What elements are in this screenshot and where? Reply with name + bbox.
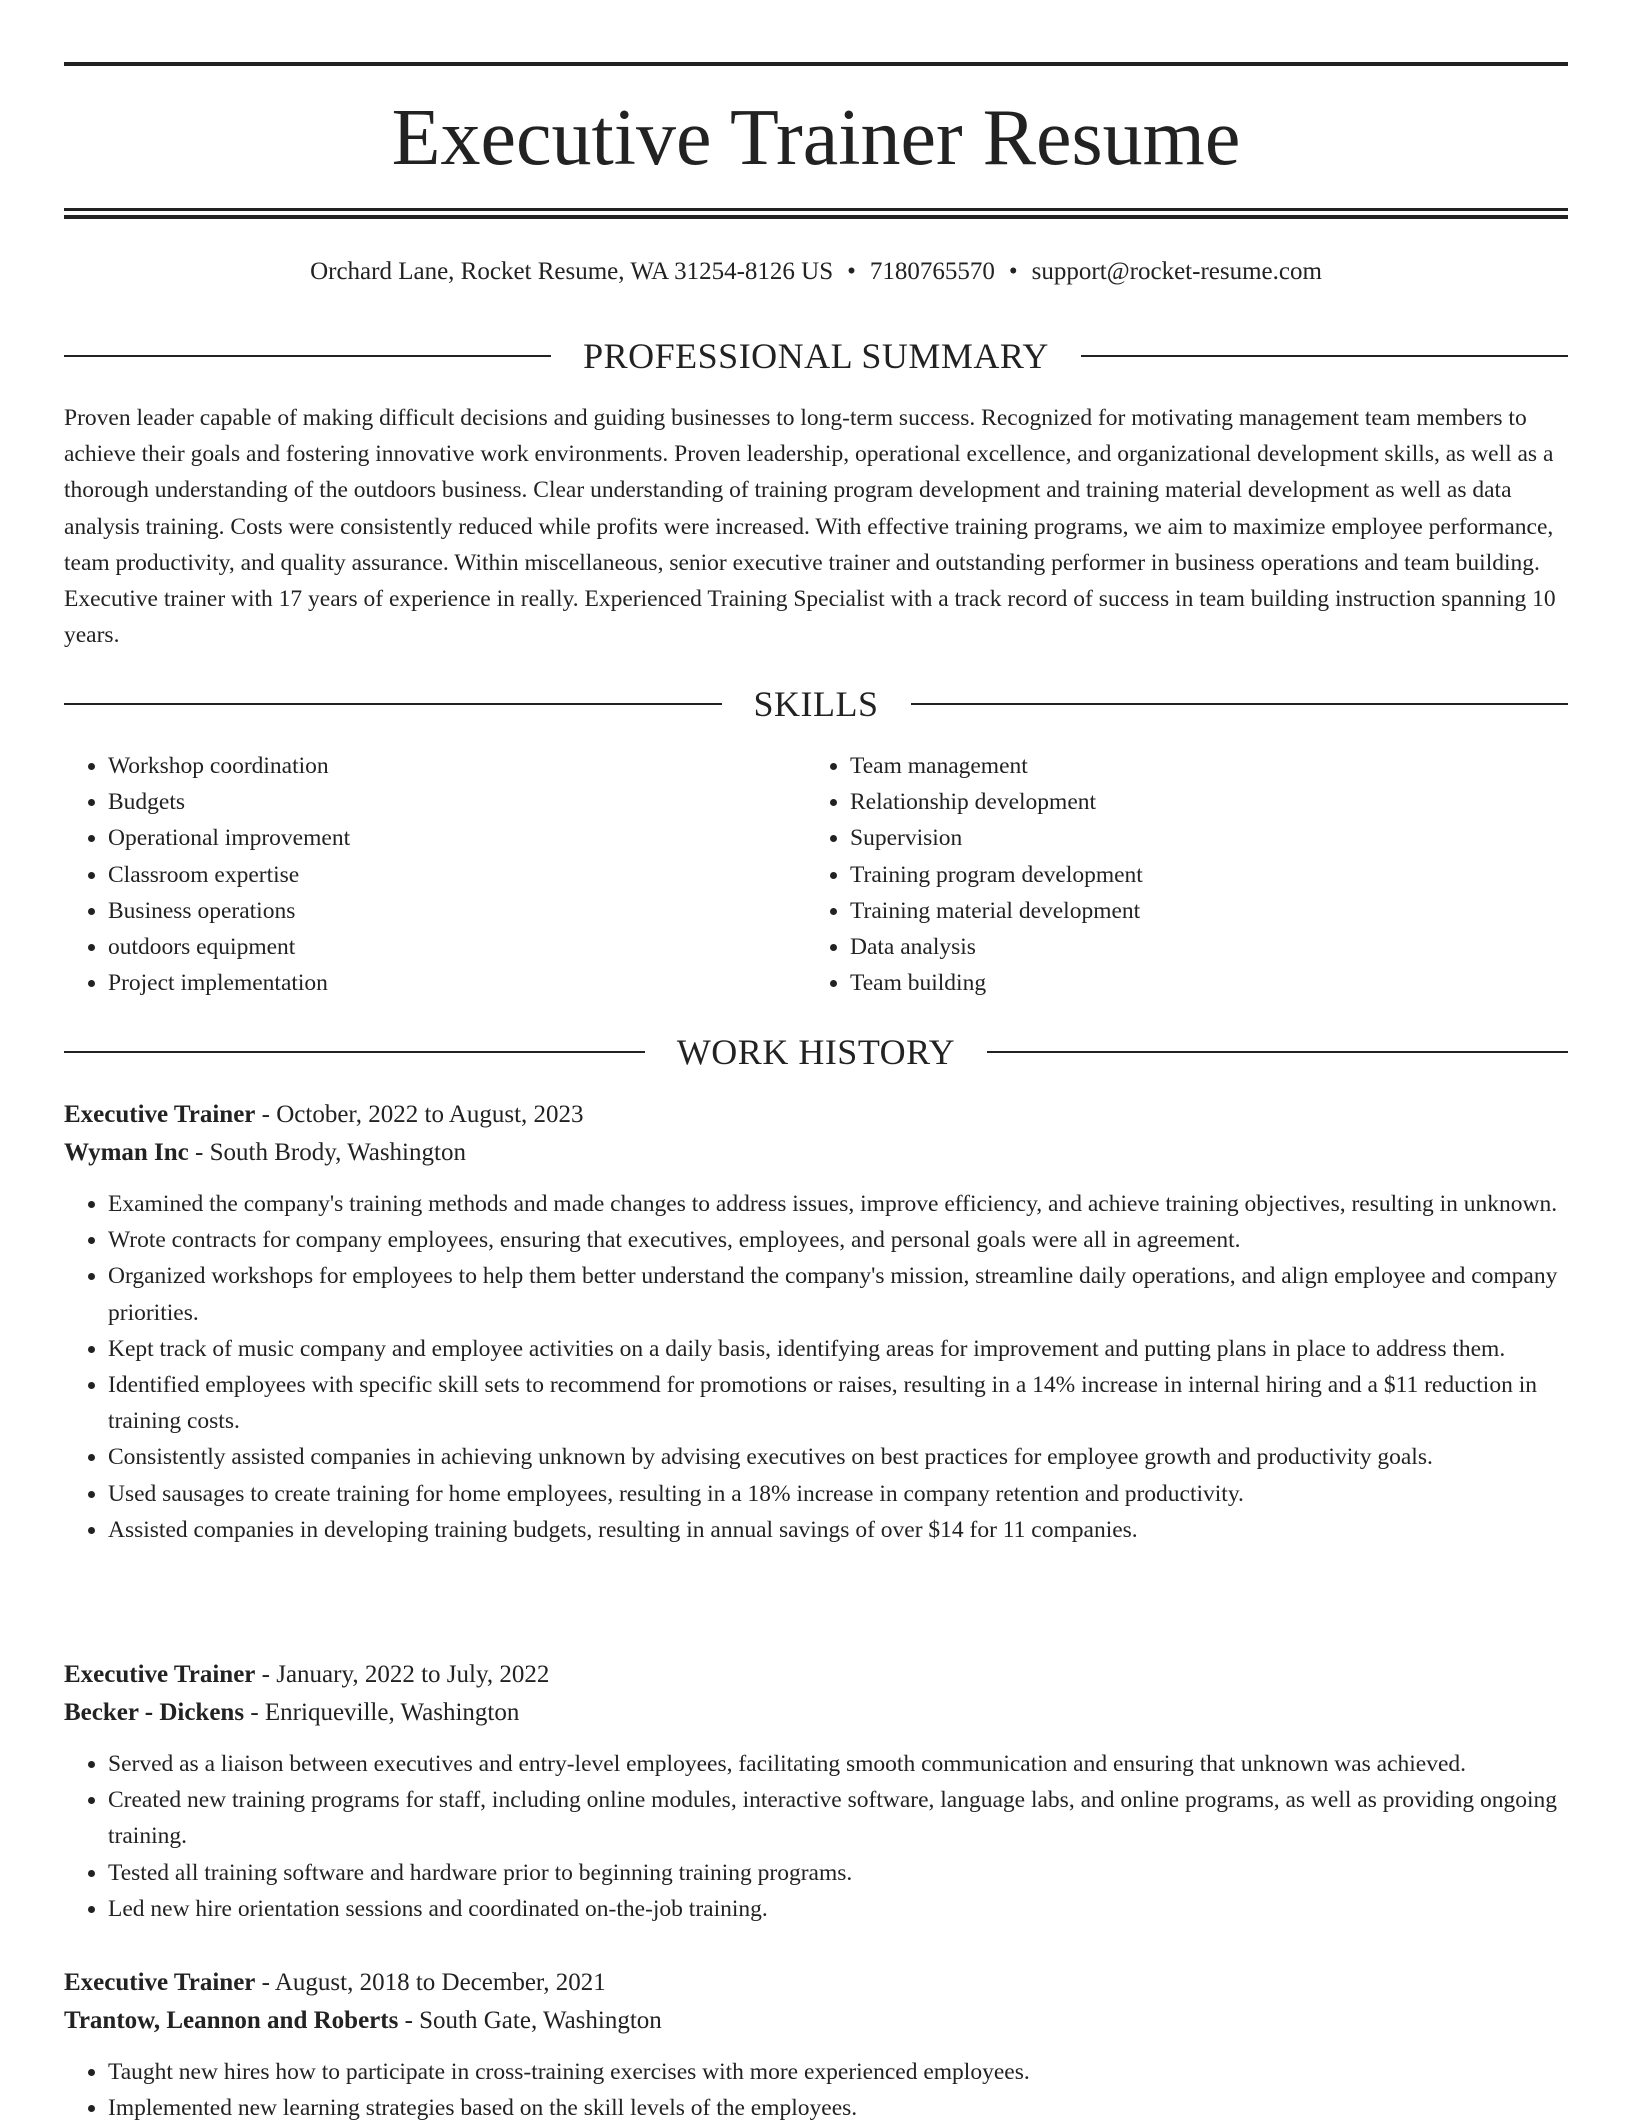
- contact-separator: •: [847, 258, 856, 285]
- job-bullets: [64, 1186, 1568, 1548]
- skills-column-right: [806, 748, 1548, 1001]
- section-title: PROFESSIONAL SUMMARY: [583, 336, 1049, 376]
- skill-item: • Team building: [850, 965, 1548, 1001]
- skill-item: • Classroom expertise: [108, 857, 806, 893]
- job-location: - Enriqueville, Washington: [244, 1699, 520, 1726]
- job-entry: [64, 1964, 1568, 2126]
- job-company-line: [64, 1134, 1568, 1172]
- job-title: Executive Trainer: [64, 1661, 256, 1688]
- contact-separator: •: [1008, 258, 1018, 285]
- job-entry: [64, 1096, 1568, 1548]
- skill-item: • Operational improvement: [108, 820, 806, 856]
- job-role-line: [64, 1656, 1568, 1694]
- heading-rule-left: [64, 1051, 645, 1053]
- contact-email: support@rocket-resume.com: [1031, 258, 1322, 285]
- contact-address: Orchard Lane, Rocket Resume, WA 31254-8126 US: [310, 258, 834, 285]
- job-bullet: • Served as a liaison between executives and entry-level employees, facilitating smooth communication and ensuring that unknown was achieved.: [108, 1746, 1568, 1782]
- heading-rule-right: [911, 703, 1569, 705]
- job-bullet: • Wrote contracts for company employees, ensuring that executives, employees, and personal goals were all in agreement.: [108, 1222, 1568, 1258]
- job-entry: [64, 1656, 1568, 1927]
- job-location: - South Brody, Washington: [188, 1139, 466, 1166]
- job-title: Executive Trainer: [64, 1969, 256, 1996]
- job-bullet: • Consistently assisted companies in achieving unknown by advising executives on best practices for employee growth and productivity goals.: [108, 1439, 1568, 1475]
- heading-rule-right: [987, 1051, 1568, 1053]
- job-dates: - August, 2018 to December, 2021: [255, 1969, 606, 1996]
- heading-rule-right: [1081, 355, 1568, 357]
- job-bullet: • Tested all training software and hardware prior to beginning training programs.: [108, 1855, 1568, 1891]
- job-location: - South Gate, Washington: [398, 2007, 662, 2034]
- job-company-line: [64, 2002, 1568, 2040]
- job-bullet: • Taught new hires how to participate in cross-training exercises with more experienced employees.: [108, 2054, 1568, 2090]
- resume-title: Executive Trainer Resume: [391, 94, 1241, 182]
- job-title: Executive Trainer: [64, 1101, 256, 1128]
- job-bullet: • Used sausages to create training for home employees, resulting in a 18% increase in company retention and productivity.: [108, 1476, 1568, 1512]
- job-bullet: • Led new hire orientation sessions and coordinated on-the-job training.: [108, 1891, 1568, 1927]
- job-bullet: • Implemented new learning strategies based on the skill levels of the employees.: [108, 2090, 1568, 2126]
- heading-rule-left: [64, 355, 551, 357]
- skill-item: • Workshop coordination: [108, 748, 806, 784]
- job-bullet: • Examined the company's training methods and made changes to address issues, improve efficiency, and achieve training objectives, resulting in unknown.: [108, 1186, 1568, 1222]
- job-bullet: • Identified employees with specific skill sets to recommend for promotions or raises, resulting in a 14% increase in internal hiring and a $11 reduction in training costs.: [108, 1367, 1568, 1439]
- skill-item: • Data analysis: [850, 929, 1548, 965]
- skill-item: • outdoors equipment: [108, 929, 806, 965]
- section-heading-work: [64, 1030, 1568, 1074]
- job-role-line: [64, 1964, 1568, 2002]
- job-bullet: • Organized workshops for employees to help them better understand the company's mission, streamline daily operations, and align employee and company priorities.: [108, 1258, 1568, 1330]
- title-rule-lower: [64, 215, 1568, 219]
- contact-phone: 7180765570: [869, 258, 995, 285]
- job-bullet: • Created new training programs for staff, including online modules, interactive software, language labs, and online programs, as well as providing ongoing training.: [108, 1782, 1568, 1854]
- skills-list: [64, 748, 1568, 1001]
- section-heading-summary: [64, 334, 1568, 378]
- job-company: Wyman Inc: [64, 1139, 189, 1166]
- skill-item: • Training material development: [850, 893, 1548, 929]
- job-bullet: • Assisted companies in developing training budgets, resulting in annual savings of over $14 for 11 companies.: [108, 1512, 1568, 1548]
- job-company: Becker - Dickens: [64, 1699, 245, 1726]
- section-title: SKILLS: [753, 684, 879, 724]
- skill-item: • Business operations: [108, 893, 806, 929]
- skill-item: • Supervision: [850, 820, 1548, 856]
- job-dates: - October, 2022 to August, 2023: [255, 1101, 584, 1128]
- job-bullets: [64, 1746, 1568, 1927]
- job-bullets: [64, 2054, 1568, 2126]
- section-title: WORK HISTORY: [676, 1032, 956, 1072]
- skills-column-left: [64, 748, 806, 1001]
- job-bullet: • Kept track of music company and employee activities on a daily basis, identifying areas for improvement and putting plans in place to address them.: [108, 1331, 1568, 1367]
- skill-item: • Budgets: [108, 784, 806, 820]
- contact-line: [64, 254, 1568, 290]
- heading-rule-left: [64, 703, 722, 705]
- skill-item: • Project implementation: [108, 965, 806, 1001]
- title-rule-upper: [64, 208, 1568, 211]
- job-dates: - January, 2022 to July, 2022: [255, 1661, 550, 1688]
- job-company-line: [64, 1694, 1568, 1732]
- job-role-line: [64, 1096, 1568, 1134]
- job-company: Trantow, Leannon and Roberts: [64, 2007, 399, 2034]
- skill-item: • Training program development: [850, 857, 1548, 893]
- top-rule: [64, 62, 1568, 66]
- section-heading-skills: [64, 682, 1568, 726]
- skill-item: • Relationship development: [850, 784, 1548, 820]
- summary-text: Proven leader capable of making difficult decisions and guiding businesses to long-term success. Recognized for motivating management team members to achieve their goals and fostering innovative work environments. Proven leadership, operational excellence, and organizational development skills, as well as a thorough understanding of the outdoors business. Clear understanding of training program development and training material development as well as data analysis training. Costs were consistently reduced while profits were increased. With effective training programs, we aim to maximize employee performance, team productivity, and quality assurance. Within miscellaneous, senior executive trainer and outstanding performer in business operations and team building. Executive trainer with 17 years of experience in really. Experienced Training Specialist with a track record of success in team building instruction spanning 10 years.: [64, 405, 1556, 649]
- skill-item: • Team management: [850, 748, 1548, 784]
